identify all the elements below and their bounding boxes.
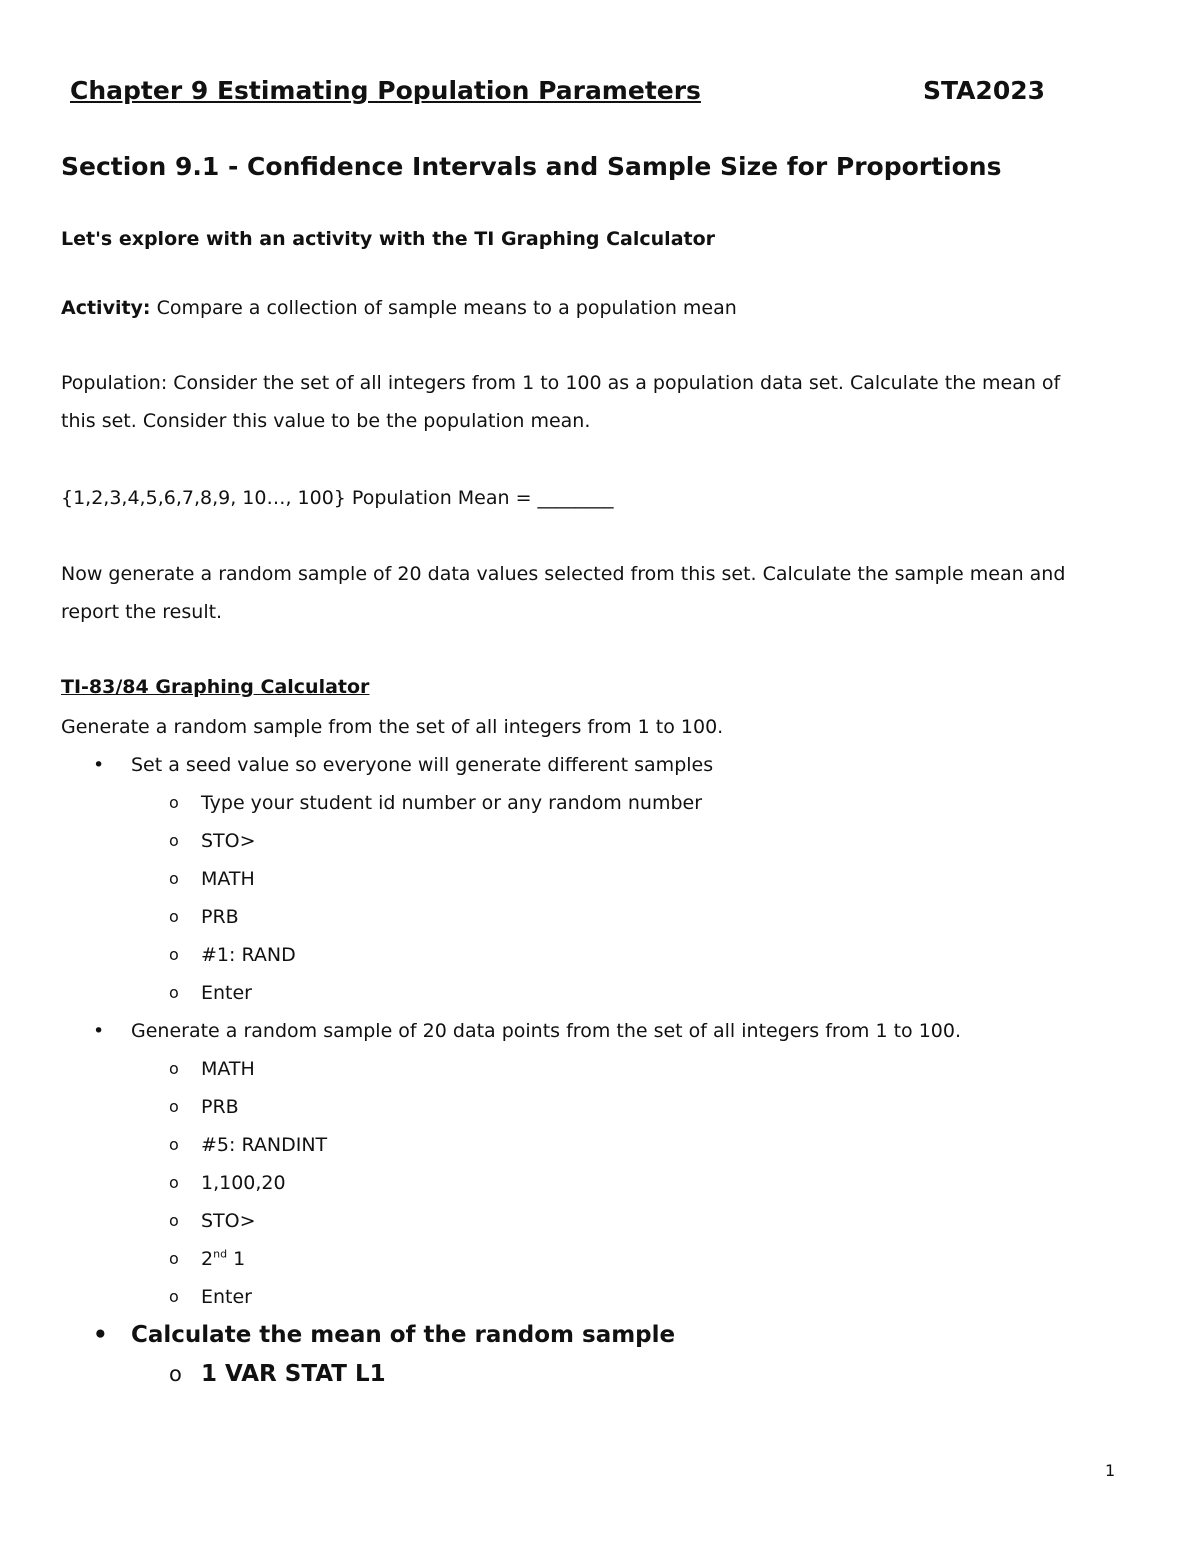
list-item: #5: RANDINT xyxy=(201,1134,328,1156)
list-item-suffix: 1 xyxy=(227,1248,246,1270)
population-line-2: this set. Consider this value to be the population mean. xyxy=(61,410,591,432)
list-item: Enter xyxy=(201,982,252,1004)
list-item: MATH xyxy=(201,1058,255,1080)
sub-bullet-marker: o xyxy=(169,793,179,812)
sub-bullet-marker: o xyxy=(169,945,179,964)
population-paragraph xyxy=(61,364,1060,440)
bullet-marker: • xyxy=(93,1020,105,1042)
sub-bullet-marker: o xyxy=(169,1173,179,1192)
bullet-marker: • xyxy=(93,754,105,776)
sub-bullet-marker: o xyxy=(169,1362,182,1386)
sub-bullet-marker: o xyxy=(169,1059,179,1078)
sub-bullet-marker: o xyxy=(169,869,179,888)
sample-instructions-line-2: report the result. xyxy=(61,601,223,623)
sub-bullet-marker: o xyxy=(169,1135,179,1154)
list-item: STO> xyxy=(201,830,256,852)
sub-bullet-marker: o xyxy=(169,907,179,926)
list-item: STO> xyxy=(201,1210,256,1232)
activity-label: Activity: xyxy=(61,297,151,319)
list-item xyxy=(201,1240,245,1278)
chapter-title: Chapter 9 Estimating Population Parameters xyxy=(70,76,701,105)
section-title: Section 9.1 - Confidence Intervals and Sample Size for Proportions xyxy=(61,152,1002,181)
list-item: 1,100,20 xyxy=(201,1172,286,1194)
sub-bullet-marker: o xyxy=(169,983,179,1002)
explore-line: Let's explore with an activity with the TI Graphing Calculator xyxy=(61,228,716,250)
bullet-marker: • xyxy=(93,1322,108,1348)
bullet-seed-value: Set a seed value so everyone will generate different samples xyxy=(131,754,714,776)
list-item: Enter xyxy=(201,1286,252,1308)
bullet-calculate-mean: Calculate the mean of the random sample xyxy=(131,1322,676,1348)
population-set-line: {1,2,3,4,5,6,7,8,9, 10…, 100} Population Mean = ________ xyxy=(61,487,614,509)
activity-paragraph xyxy=(61,289,737,327)
sub-bullet-marker: o xyxy=(169,1097,179,1116)
list-item: Type your student id number or any random number xyxy=(201,792,703,814)
population-line-1: Population: Consider the set of all integers from 1 to 100 as a population data set. Calculate the mean of xyxy=(61,372,1061,394)
sub-bullet-marker: o xyxy=(169,1211,179,1230)
sample-instructions-line-1: Now generate a random sample of 20 data values selected from this set. Calculate the sample mean and xyxy=(61,563,1066,585)
chapter-header xyxy=(70,76,1045,105)
list-item-text: 2 xyxy=(201,1248,214,1270)
list-item: #1: RAND xyxy=(201,944,296,966)
course-code: STA2023 xyxy=(922,76,1045,105)
generate-sample-line: Generate a random sample from the set of all integers from 1 to 100. xyxy=(61,716,724,738)
activity-text: Compare a collection of sample means to a population mean xyxy=(150,297,737,319)
sample-instructions xyxy=(61,555,1065,631)
sub-bullet-marker: o xyxy=(169,1249,179,1268)
list-item: PRB xyxy=(201,1096,239,1118)
bullet-generate-sample: Generate a random sample of 20 data points from the set of all integers from 1 to 100. xyxy=(131,1020,962,1042)
list-item: 1 VAR STAT L1 xyxy=(201,1361,386,1387)
sub-bullet-marker: o xyxy=(169,1287,179,1306)
list-item: MATH xyxy=(201,868,255,890)
superscript: nd xyxy=(213,1247,228,1261)
list-item: PRB xyxy=(201,906,239,928)
ti-calculator-heading: TI-83/84 Graphing Calculator xyxy=(61,676,370,698)
page-number: 1 xyxy=(1105,1461,1116,1480)
sub-bullet-marker: o xyxy=(169,831,179,850)
